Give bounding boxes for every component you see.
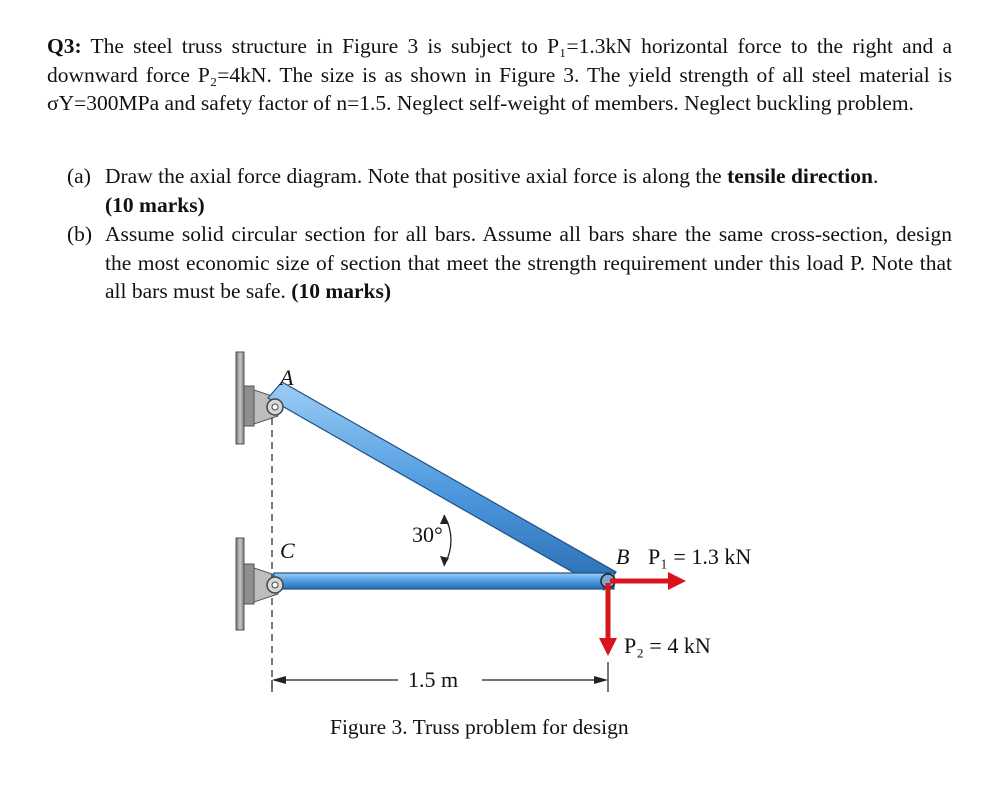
figure-caption: Figure 3. Truss problem for design: [330, 715, 629, 739]
part-b-marks: (10 marks): [291, 279, 392, 303]
part-b-text: Assume solid circular section for all bars. Assume all bars share the same cross-section, design the most economic size of section that meet the strength requirement under this load P. Note that all bars must be safe.: [105, 222, 952, 303]
part-b: [67, 220, 952, 306]
p2-label: P₂ = 4 kN: [624, 633, 711, 658]
label-a: A: [280, 365, 294, 390]
part-a-marks: (10 marks): [105, 192, 205, 217]
part-a-label: (a): [67, 164, 91, 188]
angle-label: 30°: [412, 522, 443, 547]
question-intro: [47, 32, 952, 118]
part-a-text-end: .: [872, 164, 879, 188]
question-parts: [67, 162, 952, 307]
force-p1-arrow: [610, 572, 686, 590]
intro-line-2: a downward force P₂=4kN. The size is as shown in Figure 3. The yield strength of all steel: [47, 34, 953, 87]
part-a: [67, 162, 952, 219]
part-b-label: (b): [67, 222, 93, 246]
part-a-emphasis: tensile direction: [727, 164, 873, 188]
span-label: 1.5 m: [408, 667, 459, 692]
truss-figure: [200, 340, 820, 760]
p1-label: P₁ = 1.3 kN: [648, 544, 752, 569]
intro-line-4: buckling problem.: [756, 91, 914, 115]
intro-line-1: The steel truss structure in Figure 3 is subject to P₁=1.3kN horizontal force to the right and: [90, 34, 934, 58]
label-c: C: [280, 538, 295, 563]
intro-line-3: material is σY=300MPa and safety factor of n=1.5. Neglect self-weight of members. Neglect: [47, 62, 952, 115]
force-p2-arrow: [599, 583, 617, 656]
part-a-text: Draw the axial force diagram. Note that positive axial force is along the: [105, 164, 728, 188]
bar-cb: [274, 573, 614, 589]
label-b: B: [616, 544, 630, 569]
question-number: Q3:: [47, 34, 82, 58]
truss-diagram: [200, 340, 820, 720]
